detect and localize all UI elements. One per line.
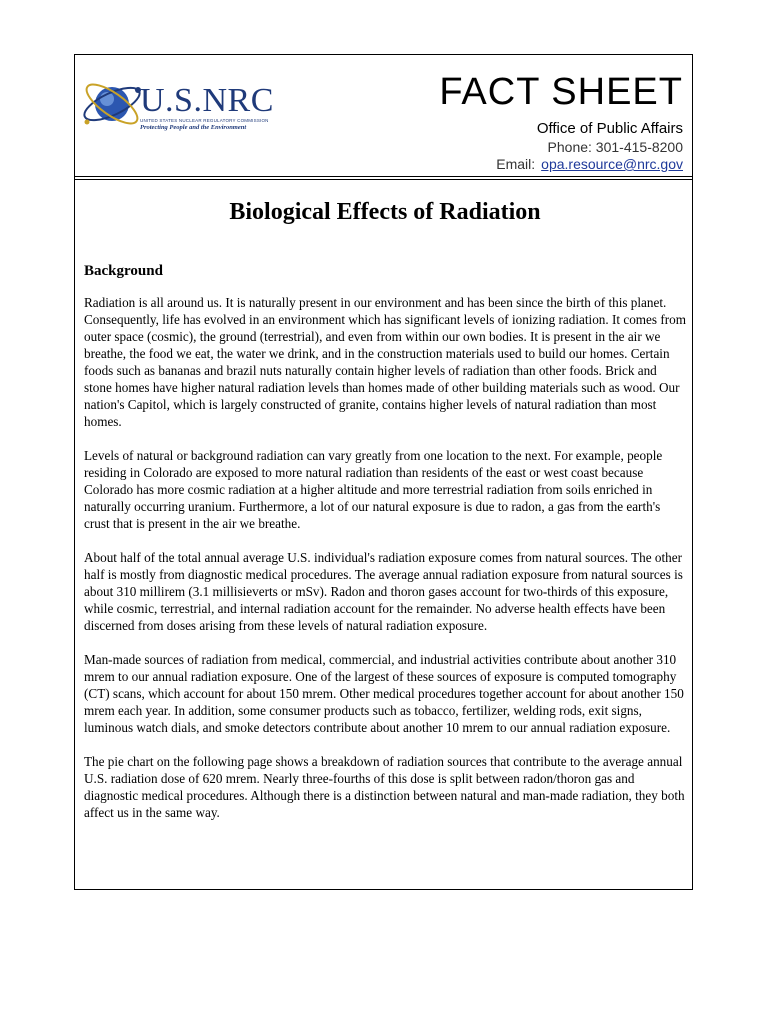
nrc-logo xyxy=(78,62,274,142)
office-name: Office of Public Affairs xyxy=(536,120,683,137)
fact-sheet-header xyxy=(74,54,693,177)
logo-subline: UNITED STATES NUCLEAR REGULATORY COMMISSION xyxy=(140,118,269,123)
logo-wordmark: U.S.NRC xyxy=(140,82,274,119)
header-divider xyxy=(74,176,693,180)
paragraph: About half of the total annual average U.S. individual's radiation exposure comes from natural sources. The other half is mostly from diagnostic medical procedures. The average annual radiation exposure from natural sources is about 310 millirem (3.1 millisieverts or mSv). Radon and thoron gases account for two-thirds of this exposure, while cosmic, terrestrial, and internal radiation account for the remainder. No adverse health effects have been discerned from doses arising from these levels of natural radiation exposure. xyxy=(84,550,683,633)
email-line xyxy=(496,155,683,173)
logo-tagline: Protecting People and the Environment xyxy=(140,124,247,131)
phone-line: Phone: 301-415-8200 xyxy=(547,139,683,155)
email-label: Email: xyxy=(496,156,536,172)
atom-globe-icon xyxy=(78,62,148,142)
email-link[interactable]: opa.resource@nrc.gov xyxy=(541,156,683,172)
section-heading-background: Background xyxy=(84,263,163,279)
paragraph: The pie chart on the following page shows a breakdown of radiation sources that contribute to the average annual U.S. radiation dose of 620 mrem. Nearly three-fourths of this dose is split between radon/thoron gas and diagnostic medical procedures. Although there is a distinction between natural and man-made radiation, they both affect us in the same way. xyxy=(84,754,685,820)
fact-sheet-title: FACT SHEET xyxy=(439,71,683,113)
paragraph: Man-made sources of radiation from medical, commercial, and industrial activities contribute about another 310 mrem to our annual radiation exposure. One of the largest of these sources of exposure is computed tomography (CT) scans, which account for about 150 mrem. Other medical procedures together account for about another 150 mrem each year. In addition, some consumer products such as tobacco, fertilizer, welding rods, exit signs, luminous watch dials, and smoke detectors contribute about another 10 mrem to our annual radiation exposure. xyxy=(84,652,684,735)
paragraph: Radiation is all around us. It is naturally present in our environment and has been since the birth of this planet. Consequently, life has evolved in an environment which has significant levels of ionizing radiation. It comes from outer space (cosmic), the ground (terrestrial), and even from within our own bodies. It is present in the air we breathe, the food we eat, the water we drink, and in the construction materials used to build our homes. Certain foods such as bananas and brazil nuts naturally contain higher levels of radiation than other foods. Brick and stone homes have higher natural radiation levels than homes made of other building materials such as wood. Our nation's Capitol, which is largely constructed of granite, contains higher levels of natural radiation than most homes. xyxy=(84,295,686,429)
paragraph: Levels of natural or background radiation can vary greatly from one location to the next. For example, people residing in Colorado are exposed to more natural radiation than residents of the east or west coast because Colorado has more cosmic radiation at a higher altitude and more terrestrial radiation from soils enriched in naturally occurring uranium. Furthermore, a lot of our natural exposure is due to radon, a gas from the earth's crust that is present in the air we breathe. xyxy=(84,448,663,531)
document-body xyxy=(84,195,686,838)
document-title: Biological Effects of Radiation xyxy=(229,199,541,225)
